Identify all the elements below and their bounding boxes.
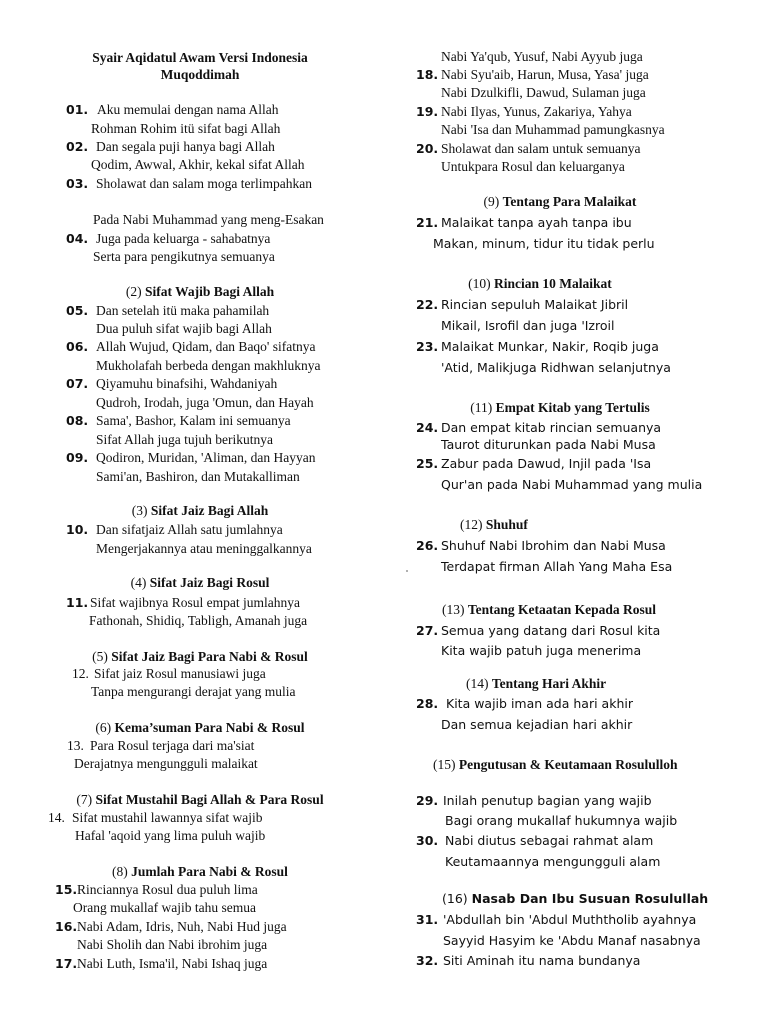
verse-number: 17. xyxy=(55,956,78,971)
verse-line: Qudroh, Irodah, juga 'Omun, dan Hayah xyxy=(96,395,314,410)
verse-number: 24. xyxy=(416,420,439,435)
verse-number: 02. xyxy=(66,139,89,154)
verse-number: 21. xyxy=(416,215,439,230)
verse-line: Nabi Adam, Idris, Nuh, Nabi Hud juga xyxy=(77,919,287,934)
section-number: (15) xyxy=(433,757,456,772)
verse-line: Tanpa mengurangi derajat yang mulia xyxy=(91,684,296,699)
verse-line: Sifat wajibnya Rosul empat jumlahnya xyxy=(90,595,300,610)
verse-line: Semua yang datang dari Rosul kita xyxy=(441,623,661,638)
verse-line: Zabur pada Dawud, Injil pada 'Isa xyxy=(441,456,652,471)
verse-number: 10. xyxy=(66,522,89,537)
verse-number: 22. xyxy=(416,297,439,312)
section-heading xyxy=(410,400,710,416)
verse-line: Malaikat tanpa ayah tanpa ibu xyxy=(441,215,632,230)
verse-line: Orang mukallaf wajib tahu semua xyxy=(73,900,256,915)
verse-line: Dan setelah itü maka pahamilah xyxy=(96,303,270,318)
verse-line: Sifat Allah juga tujuh berikutnya xyxy=(96,432,273,447)
verse-number: 08. xyxy=(66,413,89,428)
verse-number: 03. xyxy=(66,176,89,191)
section-heading xyxy=(410,194,710,210)
section-title: Sifat Jaiz Bagi Rosul xyxy=(149,575,270,590)
verse-line: Hafal 'aqoid yang lima puluh wajib xyxy=(75,828,266,843)
verse-number: 29. xyxy=(416,793,439,808)
verse-number: 11. xyxy=(66,595,89,610)
section-heading xyxy=(50,649,350,665)
verse-line: Dan semua kejadian hari akhir xyxy=(441,717,633,732)
verse-line: Fathonah, Shidiq, Tabligh, Amanah juga xyxy=(89,613,308,628)
verse-line: Qur'an pada Nabi Muhammad yang mulia xyxy=(441,477,703,492)
verse-line: Dan segala puji hanya bagi Allah xyxy=(96,139,275,154)
verse-number: 13. xyxy=(67,738,84,753)
section-heading xyxy=(442,602,656,618)
section-heading xyxy=(50,575,350,591)
section-title: Kema’suman Para Nabi & Rosul xyxy=(114,720,305,735)
verse-line: Qiyamuhu binafsihi, Wahdaniyah xyxy=(96,376,278,391)
verse-number: 16. xyxy=(55,919,78,934)
verse-number: 14. xyxy=(48,810,65,825)
verse-number: 18. xyxy=(416,67,439,82)
section-number: (8) xyxy=(112,864,128,879)
verse-line: Sholawat dan salam moga terlimpahkan xyxy=(96,176,312,191)
verse-number: 32. xyxy=(416,953,439,968)
verse-line: Qodim, Awwal, Akhir, kekal sifat Allah xyxy=(91,157,305,172)
section-number: (11) xyxy=(470,400,493,415)
verse-line: Para Rosul terjaga dari ma'siat xyxy=(90,738,255,753)
verse-line: Rohman Rohim itü sifat bagi Allah xyxy=(91,121,281,136)
section-heading xyxy=(50,720,350,736)
section-number: (2) xyxy=(125,284,142,299)
verse-line: Mukholafah berbeda dengan makhluknya xyxy=(96,358,321,373)
section-title: Shuhuf xyxy=(485,517,528,532)
verse-line: Derajatnya mengungguli malaikat xyxy=(74,756,258,771)
verse-number: 30. xyxy=(416,833,439,848)
section-number: (3) xyxy=(131,503,148,518)
verse-line: Siti Aminah itu nama bundanya xyxy=(443,953,641,968)
verse-line: Rinciannya Rosul dua puluh lima xyxy=(77,882,258,897)
section-title: Jumlah Para Nabi & Rosul xyxy=(131,864,288,879)
verse-number: 28. xyxy=(416,696,439,711)
stray-dot xyxy=(406,570,408,572)
verse-line: Malaikat Munkar, Nakir, Roqib juga xyxy=(441,339,659,354)
verse-line: Juga pada keluarga - sahabatnya xyxy=(96,231,271,246)
verse-line: Shuhuf Nabi Ibrohim dan Nabi Musa xyxy=(441,538,666,553)
verse-line: Kita wajib iman ada hari akhir xyxy=(446,696,633,711)
verse-number: 07. xyxy=(66,376,89,391)
verse-number: 27. xyxy=(416,623,439,638)
verse-line: Nabi 'Isa dan Muhammad pamungkasnya xyxy=(441,122,665,137)
section-number: (12) xyxy=(460,517,483,532)
verse-line: Keutamaannya mengungguli alam xyxy=(445,854,661,869)
verse-number: 06. xyxy=(66,339,89,354)
section-title: Nasab Dan Ibu Susuan Rosulullah xyxy=(471,891,709,906)
verse-line: Nabi Ya'qub, Yusuf, Nabi Ayyub juga xyxy=(441,49,643,64)
verse-line: Makan, minum, tidur itu tidak perlu xyxy=(433,236,655,251)
section-title: Sifat Jaiz Bagi Para Nabi & Rosul xyxy=(111,649,308,664)
verse-line: Aku memulai dengan nama Allah xyxy=(97,102,279,117)
section-heading xyxy=(466,676,606,692)
verse-line: Nabi Ilyas, Yunus, Zakariya, Yahya xyxy=(441,104,632,119)
verse-line: Nabi diutus sebagai rahmat alam xyxy=(445,833,654,848)
verse-line: Mikail, Isrofil dan juga 'Izroil xyxy=(441,318,615,333)
document-title: Syair Aqidatul Awam Versi Indonesia xyxy=(92,50,308,65)
section-title: Sifat Mustahil Bagi Allah & Para Rosul xyxy=(95,792,324,807)
verse-number: 12. xyxy=(72,666,89,681)
verse-line: Qodiron, Muridan, 'Aliman, dan Hayyan xyxy=(96,450,316,465)
section-number: (4) xyxy=(130,575,147,590)
verse-line: Taurot diturunkan pada Nabi Musa xyxy=(441,437,656,452)
verse-line: Sami'an, Bashiron, dan Mutakalliman xyxy=(96,469,300,484)
section-number: (16) xyxy=(442,891,468,906)
section-heading xyxy=(50,503,350,519)
section-title: Empat Kitab yang Tertulis xyxy=(495,400,650,415)
verse-line: Allah Wujud, Qidam, dan Baqo' sifatnya xyxy=(96,339,316,354)
verse-number: 01. xyxy=(66,102,89,117)
section-title: Tentang Para Malaikat xyxy=(502,194,637,209)
verse-number: 09. xyxy=(66,450,89,465)
section-number: (10) xyxy=(468,276,491,291)
section-number: (7) xyxy=(76,792,93,807)
section-heading xyxy=(50,864,350,880)
verse-number: 05. xyxy=(66,303,89,318)
verse-line: Sama', Bashor, Kalam ini semuanya xyxy=(96,413,291,428)
verse-line: Terdapat firman Allah Yang Maha Esa xyxy=(441,559,673,574)
verse-line: Nabi Luth, Isma'il, Nabi Ishaq juga xyxy=(77,956,268,971)
section-title: Sifat Jaiz Bagi Allah xyxy=(150,503,269,518)
verse-line: Inilah penutup bagian yang wajib xyxy=(443,793,652,808)
verse-line: Nabi Dzulkifli, Dawud, Sulaman juga xyxy=(441,85,646,100)
section-number: (13) xyxy=(442,602,465,617)
verse-number: 04. xyxy=(66,231,89,246)
section-title: Pengutusan & Keutamaan Rosululloh xyxy=(458,757,678,772)
section-number: (14) xyxy=(466,676,489,691)
verse-line: 'Atid, Malikjuga Ridhwan selanjutnya xyxy=(441,360,671,375)
section-title: Rincian 10 Malaikat xyxy=(494,276,612,291)
section-heading xyxy=(390,276,690,292)
verse-line: Bagi orang mukallaf hukumnya wajib xyxy=(445,813,678,828)
section-number: (5) xyxy=(92,649,108,664)
verse-line: Kita wajib patuh juga menerima xyxy=(441,643,642,658)
verse-line: Dua puluh sifat wajib bagi Allah xyxy=(96,321,272,336)
verse-line: Sholawat dan salam untuk semuanya xyxy=(441,141,641,156)
section-title: Sifat Wajib Bagi Allah xyxy=(144,284,275,299)
verse-line: Nabi Syu'aib, Harun, Musa, Yasa' juga xyxy=(441,67,649,82)
section-heading xyxy=(50,284,350,300)
verse-line: Sifat mustahil lawannya sifat wajib xyxy=(72,810,263,825)
verse-line: Nabi Sholih dan Nabi ibrohim juga xyxy=(77,937,268,952)
verse-number: 25. xyxy=(416,456,439,471)
verse-line: Dan empat kitab rincian semuanya xyxy=(441,420,662,435)
verse-number: 15. xyxy=(55,882,78,897)
section-heading xyxy=(442,891,708,907)
verse-line: Rincian sepuluh Malaikat Jibril xyxy=(441,297,629,312)
document-subtitle: Muqoddimah xyxy=(160,67,240,82)
verse-number: 31. xyxy=(416,912,439,927)
section-title: Tentang Hari Akhir xyxy=(491,676,607,691)
verse-line: Dan sifatjaiz Allah satu jumlahnya xyxy=(96,522,283,537)
verse-line: 'Abdullah bin 'Abdul Muththolib ayahnya xyxy=(443,912,697,927)
verse-line: Mengerjakannya atau meninggalkannya xyxy=(96,541,312,556)
verse-number: 26. xyxy=(416,538,439,553)
verse-line: Sifat jaiz Rosul manusiawi juga xyxy=(94,666,266,681)
section-number: (6) xyxy=(95,720,112,735)
section-heading xyxy=(433,757,678,773)
section-number: (9) xyxy=(483,194,500,209)
verse-line: Pada Nabi Muhammad yang meng-Esakan xyxy=(93,212,324,227)
verse-number: 23. xyxy=(416,339,439,354)
verse-number: 20. xyxy=(416,141,439,156)
verse-line: Sayyid Hasyim ke 'Abdu Manaf nasabnya xyxy=(443,933,701,948)
verse-number: 19. xyxy=(416,104,439,119)
section-title: Tentang Ketaatan Kepada Rosul xyxy=(467,602,657,617)
verse-line: Serta para pengikutnya semuanya xyxy=(93,249,275,264)
section-heading xyxy=(40,792,360,808)
section-heading xyxy=(460,517,528,533)
verse-line: Untukpara Rosul dan keluarganya xyxy=(441,159,625,174)
